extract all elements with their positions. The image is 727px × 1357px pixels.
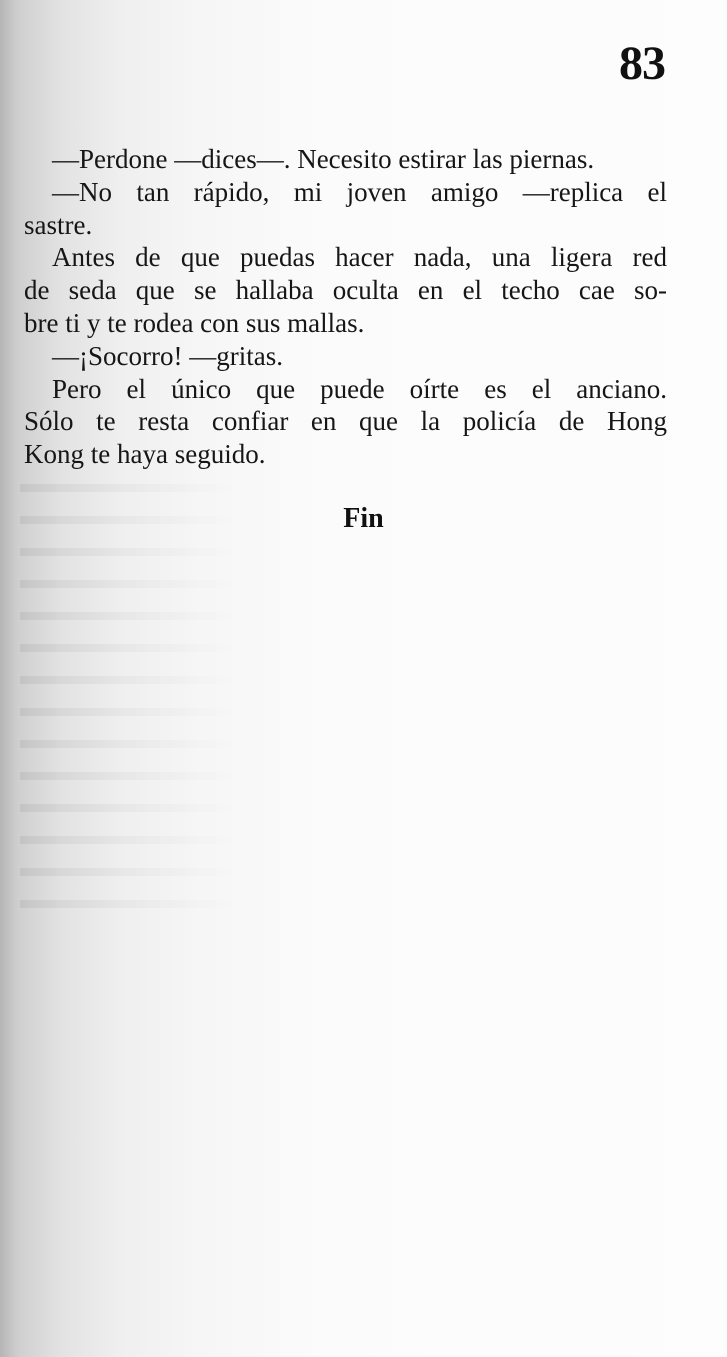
text-line: de seda que se hallaba oculta en el techo cae so- [24,275,667,306]
text-line: Antes de que puedas hacer nada, una ligera red [52,242,667,273]
paragraph-3 [24,241,667,339]
paragraph-4 [24,340,667,373]
text-line: —Perdone —dices—. Necesito estirar las piernas. [52,144,595,174]
text-line: Pero el único que puede oírte es el anciano. [52,373,667,404]
text-line: bre ti y te rodea con sus mallas. [24,307,365,338]
paragraph-1 [24,143,667,176]
end-label: Fin [343,503,384,534]
bleed-through-shadow [20,470,240,930]
text-line: —No tan rápido, mi joven amigo —replica el [52,176,667,207]
text-line: Kong te haya seguido. [24,439,266,470]
text-line: Sólo te resta confiar en que la policía de Hong [24,406,667,437]
text-line: —¡Socorro! —gritas. [52,340,283,371]
body-text [24,143,667,471]
page-number: 83 [619,37,665,90]
text-line: sastre. [24,209,93,240]
paragraph-5 [24,373,667,471]
paragraph-2 [24,176,667,242]
